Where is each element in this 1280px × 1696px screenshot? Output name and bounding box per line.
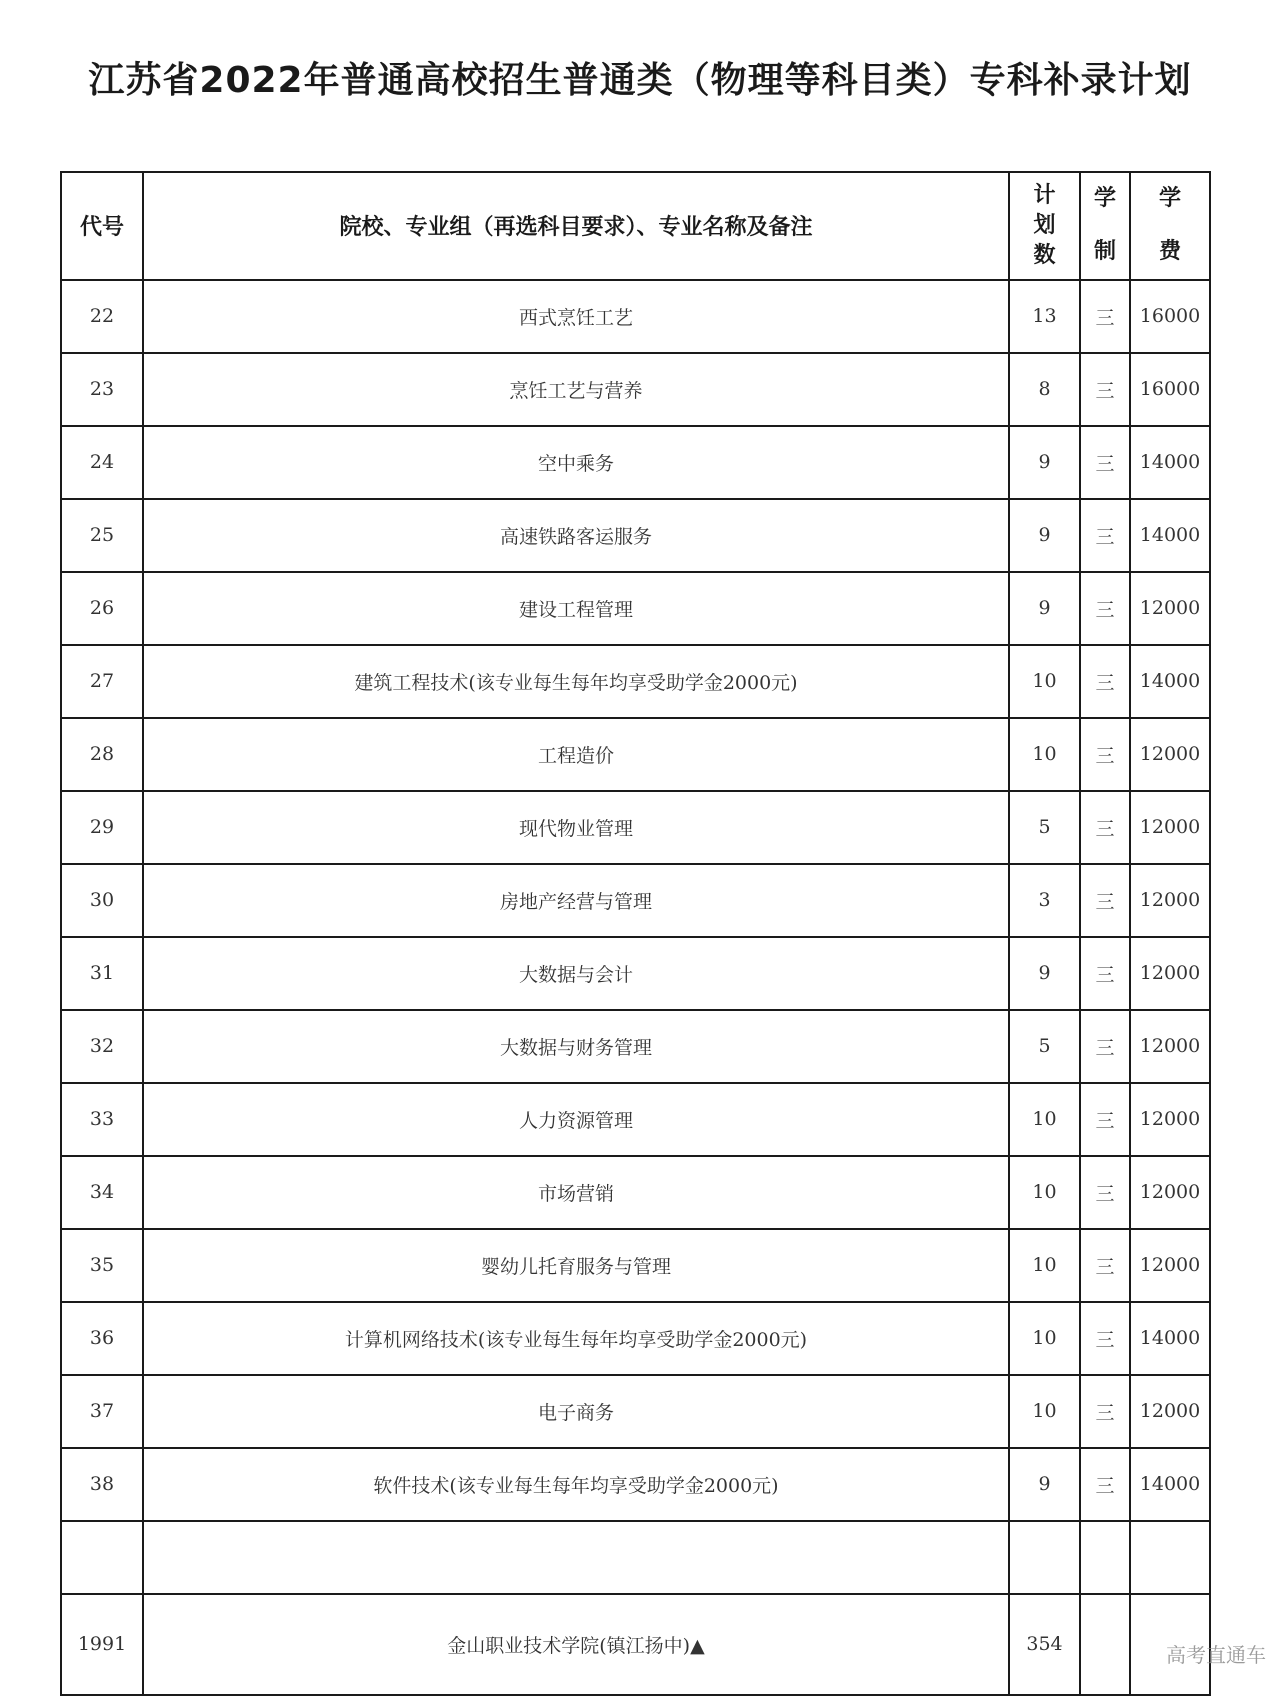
cell-code: 28 xyxy=(61,718,143,791)
enrollment-plan-table xyxy=(60,171,1211,1696)
cell-years: 三 xyxy=(1080,353,1130,426)
cell-plan: 10 xyxy=(1009,1375,1080,1448)
header-plan-label: 计划数 xyxy=(1033,183,1056,268)
cell-code: 1991 xyxy=(61,1594,143,1695)
cell-plan: 10 xyxy=(1009,1083,1080,1156)
table-row xyxy=(61,499,1210,572)
cell-years: 三 xyxy=(1080,1229,1130,1302)
cell-plan: 9 xyxy=(1009,499,1080,572)
table-row xyxy=(61,645,1210,718)
cell-years: 三 xyxy=(1080,1448,1130,1521)
cell-years: 三 xyxy=(1080,718,1130,791)
cell-name: 计算机网络技术(该专业每生每年均享受助学金2000元) xyxy=(143,1302,1009,1375)
cell-name: 大数据与财务管理 xyxy=(143,1010,1009,1083)
header-fee xyxy=(1130,172,1210,280)
cell-name: 大数据与会计 xyxy=(143,937,1009,1010)
cell-plan: 10 xyxy=(1009,1302,1080,1375)
cell-fee: 16000 xyxy=(1130,280,1210,353)
watermark: 高考直通车 xyxy=(1166,1643,1266,1667)
cell-plan: 9 xyxy=(1009,937,1080,1010)
cell-fee: 12000 xyxy=(1130,791,1210,864)
cell-years xyxy=(1080,1521,1130,1594)
table-row xyxy=(61,1448,1210,1521)
cell-years: 三 xyxy=(1080,499,1130,572)
cell-name: 西式烹饪工艺 xyxy=(143,280,1009,353)
cell-code: 23 xyxy=(61,353,143,426)
cell-name: 现代物业管理 xyxy=(143,791,1009,864)
cell-years: 三 xyxy=(1080,280,1130,353)
cell-name: 建筑工程技术(该专业每生每年均享受助学金2000元) xyxy=(143,645,1009,718)
cell-fee xyxy=(1130,1521,1210,1594)
cell-code: 38 xyxy=(61,1448,143,1521)
table-row xyxy=(61,1302,1210,1375)
header-fee-label: 学费 xyxy=(1158,186,1181,264)
header-years xyxy=(1080,172,1130,280)
cell-fee: 12000 xyxy=(1130,1083,1210,1156)
cell-plan: 10 xyxy=(1009,1229,1080,1302)
table-row xyxy=(61,1156,1210,1229)
cell-name: 烹饪工艺与营养 xyxy=(143,353,1009,426)
cell-years: 三 xyxy=(1080,1083,1130,1156)
table-header-row xyxy=(61,172,1210,280)
table-row xyxy=(61,718,1210,791)
page-title: 江苏省2022年普通高校招生普通类（物理等科目类）专科补录计划 xyxy=(88,60,1192,101)
cell-fee: 14000 xyxy=(1130,1448,1210,1521)
cell-name: 工程造价 xyxy=(143,718,1009,791)
table-row xyxy=(61,1594,1210,1695)
cell-years: 三 xyxy=(1080,645,1130,718)
cell-code: 35 xyxy=(61,1229,143,1302)
table-row xyxy=(61,1375,1210,1448)
table-body xyxy=(61,280,1210,1695)
table-row xyxy=(61,791,1210,864)
table-row xyxy=(61,1083,1210,1156)
table-row xyxy=(61,426,1210,499)
cell-name: 建设工程管理 xyxy=(143,572,1009,645)
cell-name: 市场营销 xyxy=(143,1156,1009,1229)
cell-years xyxy=(1080,1594,1130,1695)
cell-fee: 12000 xyxy=(1130,1156,1210,1229)
cell-code: 31 xyxy=(61,937,143,1010)
cell-years: 三 xyxy=(1080,864,1130,937)
cell-name: 电子商务 xyxy=(143,1375,1009,1448)
cell-plan: 10 xyxy=(1009,1156,1080,1229)
table-row xyxy=(61,937,1210,1010)
cell-years: 三 xyxy=(1080,791,1130,864)
table-row xyxy=(61,572,1210,645)
cell-plan: 9 xyxy=(1009,572,1080,645)
cell-code xyxy=(61,1521,143,1594)
cell-years: 三 xyxy=(1080,937,1130,1010)
cell-fee: 14000 xyxy=(1130,426,1210,499)
cell-code: 36 xyxy=(61,1302,143,1375)
cell-plan: 5 xyxy=(1009,1010,1080,1083)
cell-code: 37 xyxy=(61,1375,143,1448)
cell-years: 三 xyxy=(1080,1375,1130,1448)
cell-fee: 14000 xyxy=(1130,1302,1210,1375)
cell-name: 房地产经营与管理 xyxy=(143,864,1009,937)
header-plan xyxy=(1009,172,1080,280)
cell-name xyxy=(143,1521,1009,1594)
header-name: 院校、专业组（再选科目要求）、专业名称及备注 xyxy=(143,172,1009,280)
cell-years: 三 xyxy=(1080,1010,1130,1083)
cell-fee: 14000 xyxy=(1130,645,1210,718)
cell-code: 32 xyxy=(61,1010,143,1083)
cell-plan: 5 xyxy=(1009,791,1080,864)
cell-plan: 13 xyxy=(1009,280,1080,353)
cell-fee: 12000 xyxy=(1130,1229,1210,1302)
cell-years: 三 xyxy=(1080,1302,1130,1375)
cell-plan xyxy=(1009,1521,1080,1594)
cell-code: 27 xyxy=(61,645,143,718)
cell-name: 空中乘务 xyxy=(143,426,1009,499)
cell-code: 29 xyxy=(61,791,143,864)
cell-code: 25 xyxy=(61,499,143,572)
cell-fee: 12000 xyxy=(1130,1010,1210,1083)
header-years-label: 学制 xyxy=(1093,186,1116,264)
cell-name: 软件技术(该专业每生每年均享受助学金2000元) xyxy=(143,1448,1009,1521)
table-row xyxy=(61,280,1210,353)
cell-name: 婴幼儿托育服务与管理 xyxy=(143,1229,1009,1302)
table-row xyxy=(61,1010,1210,1083)
cell-fee: 14000 xyxy=(1130,499,1210,572)
table-row xyxy=(61,1521,1210,1594)
table-row xyxy=(61,1229,1210,1302)
cell-plan: 10 xyxy=(1009,645,1080,718)
cell-fee: 16000 xyxy=(1130,353,1210,426)
cell-fee: 12000 xyxy=(1130,1375,1210,1448)
cell-plan: 9 xyxy=(1009,1448,1080,1521)
cell-name: 高速铁路客运服务 xyxy=(143,499,1009,572)
cell-code: 22 xyxy=(61,280,143,353)
cell-name: 金山职业技术学院(镇江扬中)▲ xyxy=(143,1594,1009,1695)
cell-plan: 10 xyxy=(1009,718,1080,791)
header-code: 代号 xyxy=(61,172,143,280)
table-row xyxy=(61,353,1210,426)
cell-name: 人力资源管理 xyxy=(143,1083,1009,1156)
cell-code: 33 xyxy=(61,1083,143,1156)
cell-fee: 12000 xyxy=(1130,864,1210,937)
cell-fee: 12000 xyxy=(1130,937,1210,1010)
cell-plan: 8 xyxy=(1009,353,1080,426)
cell-years: 三 xyxy=(1080,1156,1130,1229)
cell-fee: 12000 xyxy=(1130,718,1210,791)
cell-code: 24 xyxy=(61,426,143,499)
cell-code: 34 xyxy=(61,1156,143,1229)
cell-fee: 12000 xyxy=(1130,572,1210,645)
cell-code: 30 xyxy=(61,864,143,937)
cell-years: 三 xyxy=(1080,426,1130,499)
cell-plan: 9 xyxy=(1009,426,1080,499)
table-row xyxy=(61,864,1210,937)
cell-code: 26 xyxy=(61,572,143,645)
cell-plan: 3 xyxy=(1009,864,1080,937)
cell-plan: 354 xyxy=(1009,1594,1080,1695)
cell-years: 三 xyxy=(1080,572,1130,645)
